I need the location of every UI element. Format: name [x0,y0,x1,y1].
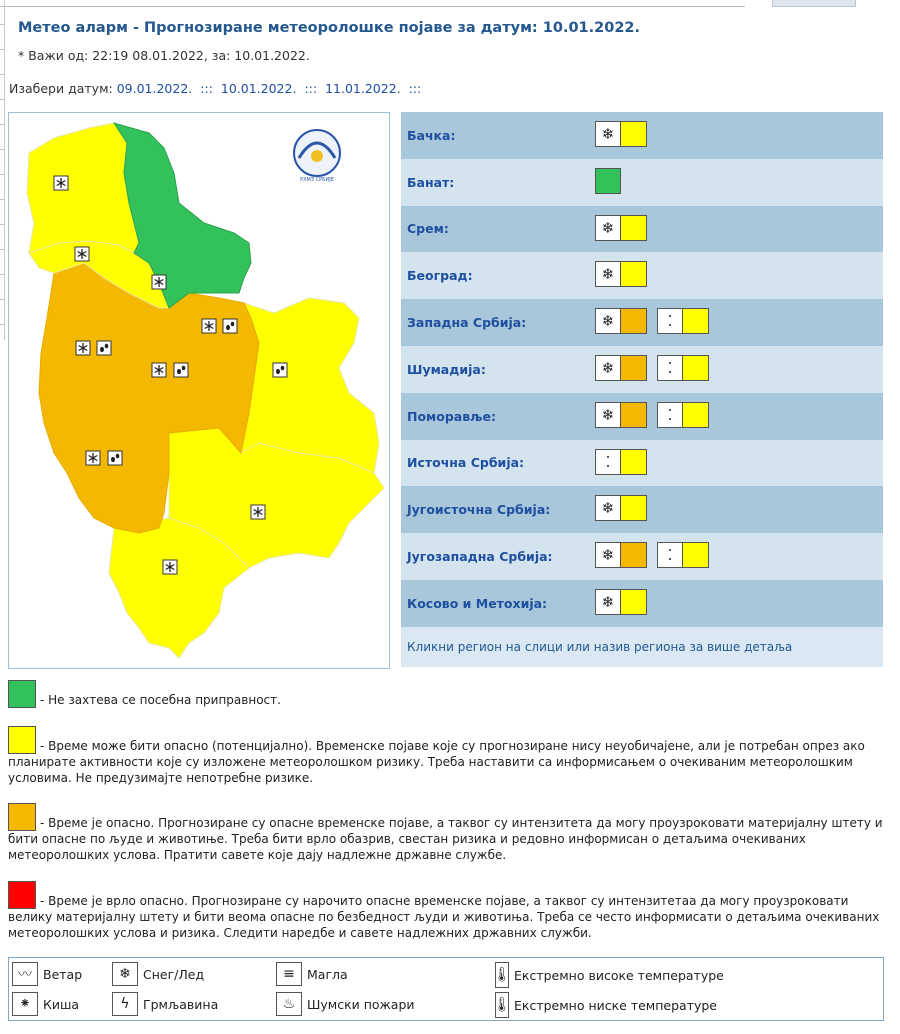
warning-indicator [595,261,647,287]
date-selector-label: Изабери датум: [9,81,113,96]
warning-indicator [595,589,647,615]
rain-icon: ⁚ [657,402,683,428]
region-row[interactable] [401,533,883,580]
warning-level-swatch [621,121,647,147]
legend-red-text: - Време је врло опасно. Прогнозиране су нарочито опасне временске појаве, а таквог су интензитетаа да могу проузроковати велику материјалну штету и бити веома опасне по безбедност људи и животиња. Треба се често информисати о детаљима очекиваних метеоролошких услова и ризика. Следити наредбе и савете надлежних државних служби. [8,894,880,940]
rain-icon: ⁚ [657,542,683,568]
region-row[interactable] [401,252,883,299]
legend-red-swatch [8,881,36,909]
key-rain-label: Киша [43,996,80,1012]
warning-level-swatch [621,355,647,381]
key-high-temp-label: Екстремно високе температуре [514,967,724,983]
serbia-map-svg [9,113,389,668]
map-snow-icon [251,505,265,519]
fire-icon: ♨ [276,992,302,1016]
date-separator: ::: [304,81,318,96]
key-thunder [112,992,218,1016]
rain-icon: ⁚ [657,355,683,381]
snowflake-icon: ❄ [595,308,621,334]
warning-level-swatch [621,449,647,475]
map-rain-icon [273,363,287,377]
region-warning-icons [595,168,621,194]
warning-level-swatch [621,402,647,428]
map-snow-icon [152,363,166,377]
snowflake-icon: ❄ [595,542,621,568]
thermometer-cold-icon: 🌡 [495,992,509,1018]
region-warning-icons [595,355,709,381]
map-snow-icon [202,319,216,333]
rain-icon: ⁚ [595,449,621,475]
warning-level-swatch [683,542,709,568]
map-snow-icon [75,247,89,261]
legend-orange [8,803,883,863]
region-warning-icons [595,542,709,568]
region-warning-icons [595,121,647,147]
region-list [401,112,883,667]
thermometer-hot-icon: 🌡 [495,962,509,988]
region-name-link[interactable]: Шумадија: [407,361,486,377]
region-name-link[interactable]: Западна Србија: [407,315,527,331]
legend-green [8,680,883,708]
warning-indicator [595,355,647,381]
warning-indicator [595,308,647,334]
snowflake-icon: ❄ [595,215,621,241]
snowflake-icon: ❄ [595,121,621,147]
map-snow-icon [76,341,90,355]
map-snow-icon [86,451,100,465]
map-rain-icon [174,363,188,377]
warning-level-swatch [621,261,647,287]
region-name-link[interactable]: Банат: [407,174,455,190]
snowflake-icon: ❄ [112,962,138,986]
key-forest-fire-label: Шумски пожари [307,996,415,1012]
legend-orange-swatch [8,803,36,831]
warning-level-swatch [621,542,647,568]
date-link-current[interactable]: 10.01.2022. [220,81,297,96]
rhmz-logo [294,130,340,183]
region-row[interactable] [401,299,883,346]
phenomena-key [8,957,884,1021]
page-title: Метео аларм - Прогнозиране метеоролошке појаве за датум: 10.01.2022. [18,20,640,36]
region-warning-icons [595,308,709,334]
key-thunder-label: Грмљавина [143,996,219,1012]
legend-orange-text: - Време је опасно. Прогнозиране су опасне временске појаве, а таквог су интензитета да могу проузроковати материјалну штету и бити опасне по људе и животиње. Треба бити врло обазрив, свестан ризика и редовно информисан о детаљима очекиваних метеоролошких услова. Пратити савете које дају надлежне државне службе. [8,816,883,862]
region-name-link[interactable]: Срем: [407,221,449,237]
region-name-link[interactable]: Југозападна Србија: [407,549,553,565]
warning-indicator [657,402,709,428]
region-warning-icons [595,495,647,521]
region-name-link[interactable]: Београд: [407,268,473,284]
key-fog [276,962,348,986]
date-separator: ::: [408,81,422,96]
warning-indicator [595,121,647,147]
region-name-link[interactable]: Косово и Метохија: [407,595,548,611]
key-snow-ice [112,962,204,986]
valid-from-text: * Важи од: 22:19 08.01.2022, за: 10.01.2022. [18,48,310,63]
region-name-link[interactable]: Источна Србија: [407,455,525,471]
region-name-link[interactable]: Југоисточна Србија: [407,502,551,518]
key-low-temp-label: Екстремно ниске температуре [514,997,717,1013]
warning-level-swatch [621,308,647,334]
warning-indicator [657,542,709,568]
svg-text:РХМЗ СРБИЈЕ: РХМЗ СРБИЈЕ [300,177,334,183]
legend-green-swatch [8,680,36,708]
map-snow-icon [163,560,177,574]
date-link-next[interactable]: 11.01.2022. [325,81,401,96]
warning-level-swatch [621,215,647,241]
region-warning-icons [595,261,647,287]
region-row[interactable] [401,393,883,440]
top-logo-fragment [772,0,856,7]
region-hint: Кликни регион на слици или назив региона за више детаља [401,627,883,667]
rain-icon: ⁕ [12,992,38,1016]
warning-level-swatch [595,168,621,194]
region-name-link[interactable]: Бачка: [407,127,456,143]
region-row[interactable] [401,206,883,253]
warning-map [8,112,390,669]
map-rain-icon [108,451,122,465]
map-region-backa[interactable] [27,123,139,253]
map-snow-icon [54,176,68,190]
fog-icon: ≡ [276,962,302,986]
rain-icon: ⁚ [657,308,683,334]
key-low-temp [495,992,717,1018]
map-snow-icon [152,275,166,289]
key-wind [12,962,82,986]
lightning-icon: ϟ [112,992,138,1016]
warning-level-swatch [683,355,709,381]
warning-indicator [595,402,647,428]
date-separator: ::: [200,81,213,96]
snowflake-icon: ❄ [595,495,621,521]
snowflake-icon: ❄ [595,589,621,615]
left-edge-frame [0,0,5,340]
warning-level-swatch [683,308,709,334]
key-wind-label: Ветар [43,966,83,982]
region-warning-icons [595,215,647,241]
key-high-temp [495,962,724,988]
warning-indicator [657,355,709,381]
legend-yellow [8,726,883,786]
region-name-link[interactable]: Поморавље: [407,408,497,424]
warning-level-swatch [621,495,647,521]
warning-indicator [595,168,621,194]
snowflake-icon: ❄ [595,402,621,428]
legend-green-text: - Не захтева се посебна приправност. [40,693,281,707]
key-snow-ice-label: Снег/Лед [143,966,205,982]
legend-yellow-swatch [8,726,36,754]
region-warning-icons [595,589,647,615]
legend-yellow-text: - Време може бити опасно (потенцијално). Временске појаве које су прогнозиране нису неуобичајене, али је потребан опрез ако планирате активности које су изложене метеоролошком ризику. Треба наставити са информисањем о очекиваним метеоролошким условима. Не предузимајте непотребне ризике. [8,739,865,785]
snowflake-icon: ❄ [595,355,621,381]
top-divider [0,6,745,7]
date-link-prev[interactable]: 09.01.2022. [116,81,193,96]
wind-icon: 〰 [12,962,38,986]
warning-indicator [595,495,647,521]
warning-level-swatch [621,589,647,615]
map-rain-icon [223,319,237,333]
warning-indicator [595,542,647,568]
region-warning-icons [595,449,647,475]
snowflake-icon: ❄ [595,261,621,287]
region-row[interactable] [401,346,883,393]
key-fog-label: Магла [307,966,348,982]
warning-indicator [595,215,647,241]
warning-indicator [595,449,647,475]
warning-level-swatch [683,402,709,428]
key-rain [12,992,79,1016]
date-selector [9,81,429,96]
region-warning-icons [595,402,709,428]
legend-red [8,881,883,941]
warning-indicator [657,308,709,334]
region-row[interactable] [401,580,883,627]
region-row[interactable] [401,112,883,159]
key-forest-fire [276,992,415,1016]
region-row[interactable] [401,159,883,206]
region-row[interactable] [401,440,883,487]
map-rain-icon [97,341,111,355]
region-row[interactable] [401,486,883,533]
